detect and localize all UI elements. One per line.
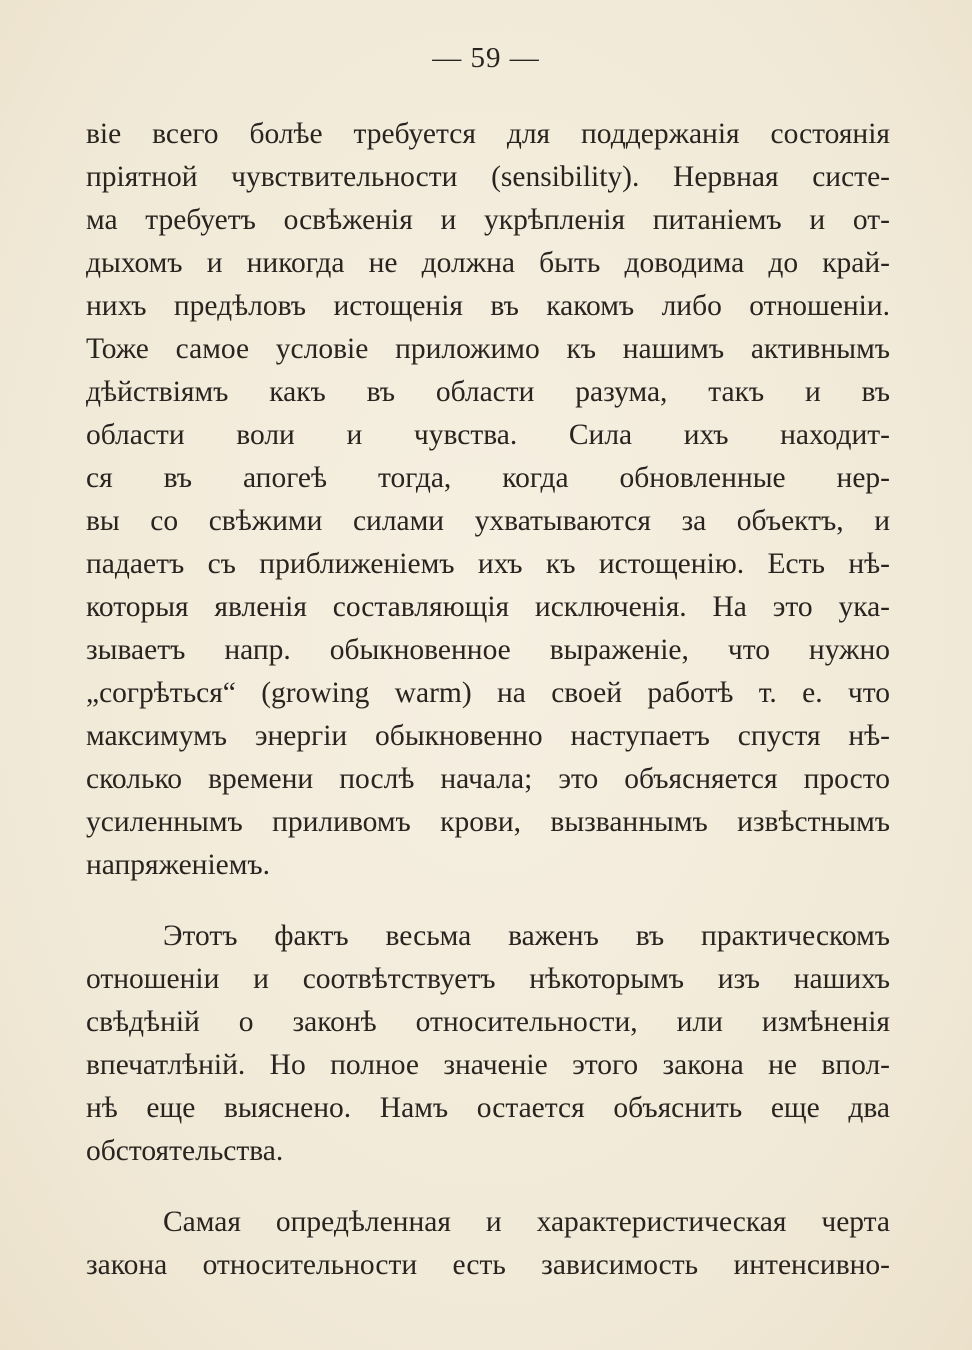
paragraph-3	[86, 1201, 890, 1287]
text-line: вы со свѣжими силами ухватываются за объектъ, и	[86, 505, 890, 537]
text-line: Самая опредѣленная и характеристическая черта	[163, 1206, 890, 1238]
text-line: „согрѣться“ (growing warm) на своей работѣ т. е. что	[86, 677, 890, 709]
text-line: которыя явленія составляющія исключенія. На это ука-	[86, 591, 890, 623]
text-line: ся въ апогеѣ тогда, когда обновленные нер-	[86, 462, 890, 494]
text-line: дыхомъ и никогда не должна быть доводима до край-	[86, 247, 890, 279]
text-line: обстоятельства.	[86, 1135, 284, 1167]
text-line: падаетъ съ приближеніемъ ихъ къ истощенію. Есть нѣ-	[86, 548, 890, 580]
text-line: отношеніи и соотвѣтствуетъ нѣкоторымъ изъ нашихъ	[86, 963, 890, 995]
text-line: пріятной чувствительности (sensibility). Нервная систе-	[86, 161, 890, 193]
paragraph-2	[86, 915, 890, 1173]
text-line: ма требуетъ освѣженія и укрѣпленія питаніемъ и от-	[86, 204, 890, 236]
text-line: закона относительности есть зависимость интенсивно-	[86, 1249, 890, 1281]
text-line: нѣ еще выяснено. Намъ остается объяснить еще два	[86, 1092, 890, 1124]
text-line: нихъ предѣловъ истощенія въ какомъ либо отношеніи.	[86, 290, 890, 322]
text-line: усиленнымъ приливомъ крови, вызваннымъ извѣстнымъ	[86, 806, 890, 838]
text-line: области воли и чувства. Сила ихъ находит-	[86, 419, 890, 451]
text-line: впечатлѣній. Но полное значеніе этого закона не впол-	[86, 1049, 890, 1081]
text-line: сколько времени послѣ начала; это объясняется просто	[86, 763, 890, 795]
paragraph-1	[86, 113, 890, 887]
text-line: зываетъ напр. обыкновенное выраженіе, что нужно	[86, 634, 890, 666]
text-line: Этотъ фактъ весьма важенъ въ практическомъ	[163, 920, 890, 952]
text-line: свѣдѣній о законѣ относительности, или измѣненія	[86, 1006, 890, 1038]
text-line: максимумъ энергіи обыкновенно наступаетъ спустя нѣ-	[86, 720, 890, 752]
text-line: Тоже самое условіе приложимо къ нашимъ активнымъ	[86, 333, 890, 365]
page-body	[86, 113, 890, 1287]
text-line: віе всего болѣе требуется для поддержанія состоянія	[86, 118, 890, 150]
text-line: напряженіемъ.	[86, 849, 271, 881]
text-line: дѣйствіямъ какъ въ области разума, такъ и въ	[86, 376, 890, 408]
page-number: — 59 —	[432, 42, 540, 74]
